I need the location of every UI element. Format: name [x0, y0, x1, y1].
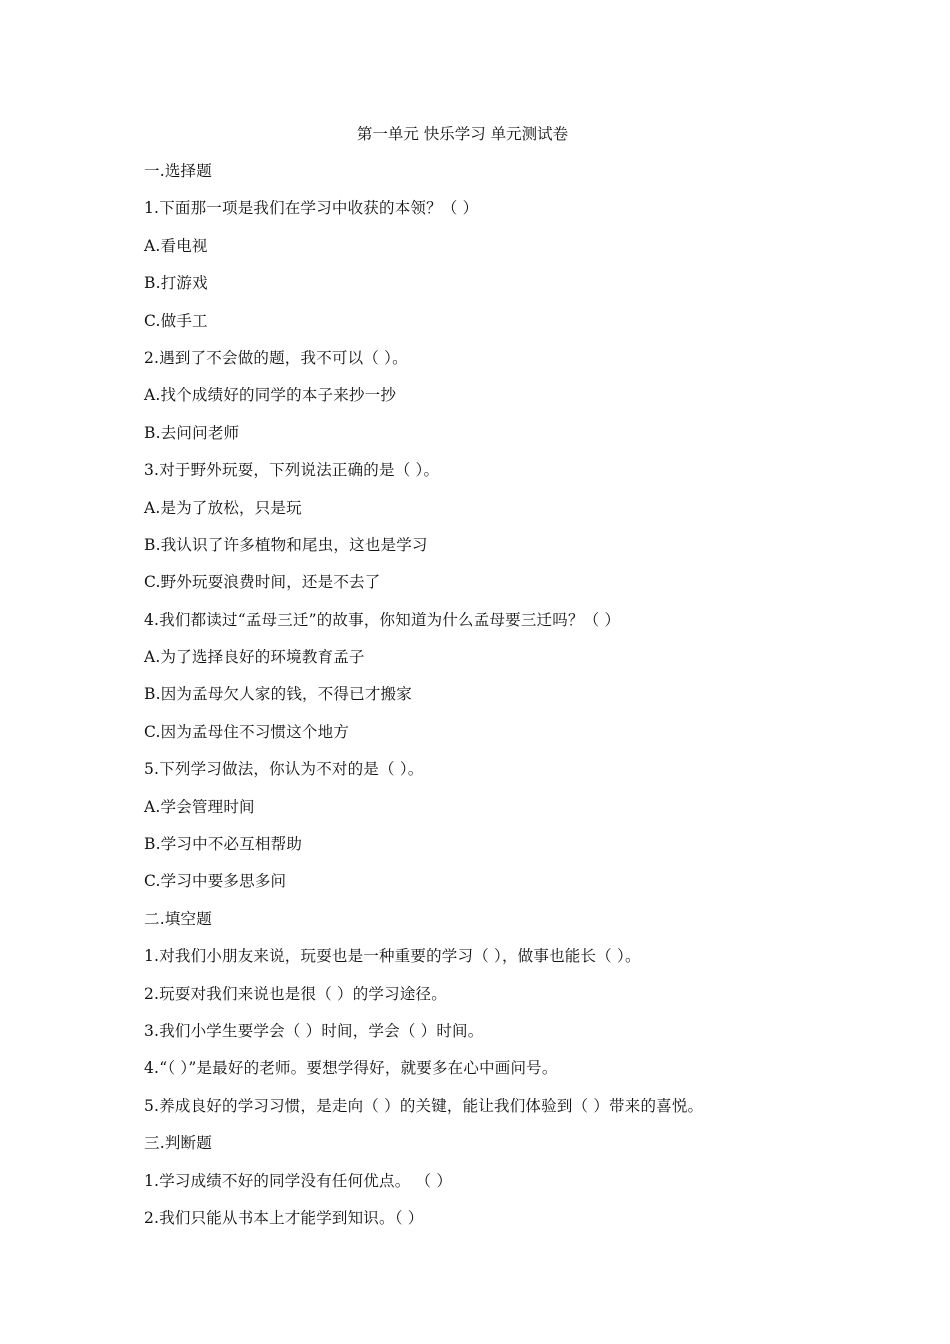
option-line: A.为了选择良好的环境教育孟子 — [144, 648, 365, 667]
option-line: C.做手工 — [144, 311, 208, 330]
option-line: B.我认识了许多植物和尾虫，这也是学习 — [144, 535, 428, 554]
section-heading-choice: 一.选择题 — [144, 162, 212, 180]
question-line: 1.对我们小朋友来说，玩耍也是一种重要的学习（ ），做事也能长（ ）。 — [144, 947, 641, 966]
question-line: 2.我们只能从书本上才能学到知识。（ ） — [144, 1208, 424, 1227]
option-line: C.野外玩耍浪费时间，还是不去了 — [144, 573, 381, 592]
option-line: B.去问问老师 — [144, 423, 240, 442]
option-line: C.因为孟母住不习惯这个地方 — [144, 722, 350, 741]
question-line: 4.“（ ）”是最好的老师。要想学得好，就要多在心中画问号。 — [144, 1059, 558, 1078]
question-line: 1.下面那一项是我们在学习中收获的本领？（ ） — [144, 199, 479, 218]
section-heading-judge: 三.判断题 — [144, 1134, 212, 1153]
question-line: 3.对于野外玩耍，下列说法正确的是（ ）。 — [144, 461, 440, 480]
option-line: A.找个成绩好的同学的本子来抄一抄 — [144, 386, 397, 405]
question-line: 4.我们都读过“孟母三迁”的故事，你知道为什么孟母要三迁吗？（ ） — [144, 610, 621, 629]
question-line: 1.学习成绩不好的同学没有任何优点。 （ ） — [144, 1171, 453, 1190]
question-line: 2.玩耍对我们来说也是很（ ）的学习途径。 — [144, 984, 447, 1003]
question-list — [144, 159, 904, 1243]
question-line: 2.遇到了不会做的题，我不可以（ ）。 — [144, 348, 408, 367]
option-line: B.学习中不必互相帮助 — [144, 835, 303, 854]
question-line: 5.下列学习做法，你认为不对的是（ ）。 — [144, 760, 424, 779]
section-heading-fill: 二.填空题 — [144, 909, 212, 928]
option-line: B.因为孟母欠人家的钱，不得已才搬家 — [144, 685, 412, 704]
option-line: A.学会管理时间 — [144, 797, 255, 816]
option-line: B.打游戏 — [144, 274, 208, 293]
option-line: A.是为了放松，只是玩 — [144, 498, 302, 517]
document-title: 第一单元 快乐学习 单元测试卷 — [356, 125, 569, 143]
option-line: C.学习中要多思多问 — [144, 872, 287, 891]
question-line: 5.养成良好的学习习惯，是走向（ ）的关键，能让我们体验到（ ）带来的喜悦。 — [144, 1096, 704, 1115]
question-line: 3.我们小学生要学会（ ）时间，学会（ ）时间。 — [144, 1021, 484, 1040]
option-line: A.看电视 — [144, 236, 208, 255]
